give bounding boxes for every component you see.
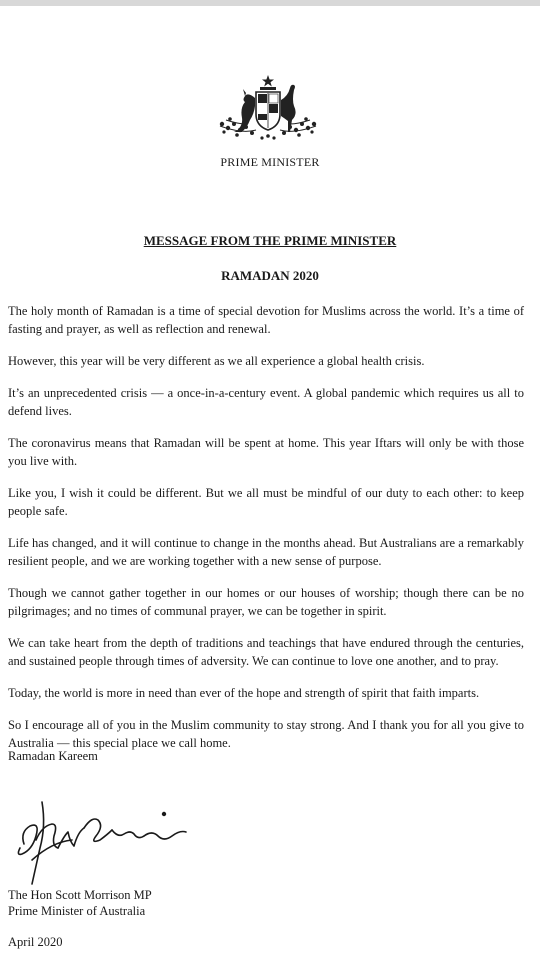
- body-paragraph: So I encourage all of you in the Muslim community to stay strong. And I thank you for all you give to Australia — this special place we call home.: [8, 718, 524, 750]
- letter-subheading: RAMADAN 2020: [221, 268, 319, 283]
- handwritten-signature: [12, 796, 197, 886]
- letter-date: April 2020: [8, 935, 63, 949]
- coat-of-arms-icon: [212, 74, 324, 146]
- body-paragraph: We can take heart from the depth of traditions and teachings that have endured through the centuries, and sustained people through times of adversity. We can continue to love one another, and to pray.: [8, 636, 524, 668]
- signer-block: [8, 887, 152, 919]
- letter-page: [0, 6, 540, 960]
- letter-body: [8, 302, 524, 766]
- body-paragraph: Life has changed, and it will continue to change in the months ahead. But Australians are a remarkably resilient people, and we are working together with a new sense of purpose.: [8, 536, 524, 568]
- body-paragraph: It’s an unprecedented crisis — a once-in-a-century event. A global pandemic which requires us all to defend lives.: [8, 386, 524, 418]
- letterhead-office: PRIME MINISTER: [220, 155, 320, 169]
- body-paragraph: Though we cannot gather together in our homes or our houses of worship; though there can be no pilgrimages; and no times of communal prayer, we can be together in spirit.: [8, 586, 524, 618]
- body-paragraph: The coronavirus means that Ramadan will be spent at home. This year Iftars will only be with those you live with.: [8, 436, 524, 468]
- body-paragraph: However, this year will be very different as we all experience a global health crisis.: [8, 354, 425, 368]
- body-paragraph: The holy month of Ramadan is a time of special devotion for Muslims across the world. It’s a time of fasting and prayer, as well as reflection and renewal.: [8, 304, 524, 336]
- body-paragraph: Today, the world is more in need than ever of the hope and strength of spirit that faith imparts.: [8, 686, 480, 700]
- signer-name: The Hon Scott Morrison MP: [8, 888, 152, 902]
- letter-heading: MESSAGE FROM THE PRIME MINISTER: [143, 233, 397, 248]
- signer-title: Prime Minister of Australia: [8, 904, 146, 918]
- body-paragraph: Like you, I wish it could be different. But we all must be mindful of our duty to each other: to keep people safe.: [8, 486, 524, 518]
- closing-line: Ramadan Kareem: [8, 749, 98, 763]
